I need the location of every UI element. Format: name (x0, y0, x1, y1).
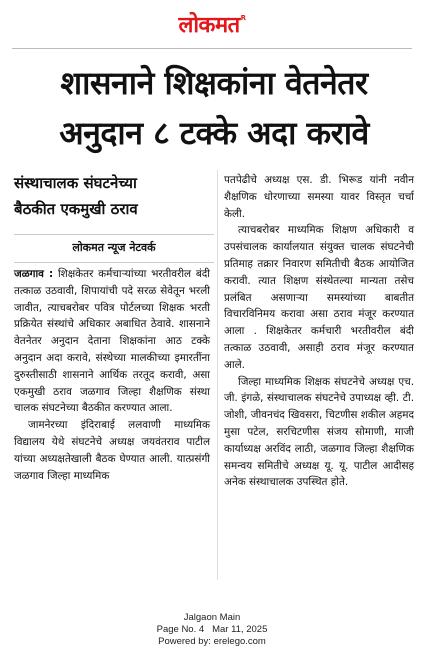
paragraph-1-text: शिक्षकेतर कर्मचाऱ्यांच्या भरतीवरील बंदी तत्काळ उठवावी, शिपायांची पदे सरळ सेवेतून भरली जावीत, त्याचबरोबर पवित्र पोर्टलच्या शिक्षक भरती प्रक्रियेत संस्थांचे अधिकार अबाधित ठेवावे. शासनाने वेतनेतर अनुदान देताना शिक्षकांना आठ टक्के अनुदान अदा करावे, संस्थेच्या मालकीच्या इमारतींना दुरुस्तीसाठी शासनाने आर्थिक तरतूद करावी, असा एकमुखी ठराव जळगाव जिल्हा शैक्षणिक संस्था चालक संघटनेच्या बैठकीत करण्यात आला. (14, 268, 210, 415)
newspaper-logo (178, 15, 245, 37)
subheadline (14, 170, 214, 222)
headline (14, 58, 414, 158)
powered-by-label: Powered by: erelego.com (158, 636, 266, 647)
edition-label: Jalgaon Main (183, 612, 241, 623)
masthead-divider (12, 48, 412, 49)
paragraph-5: जिल्हा माध्यमिक शिक्षक संघटनेचे अध्यक्ष एच. जी. इंगळे, संस्थाचालक संघटनेचे उपाध्यक्ष व्ही. टी. जोशी, जीवनचंद खिवसरा, चिटणीस शकील अहमद मुसा पटेल, सरचिटणीस संजय सोमाणी, माजी कार्याध्यक्ष अरविंद लाठी, जळगाव जिल्हा शैक्षणिक समन्वय समितीचे अध्यक्ष यू. यू. पाटील आदीसह अनेक संस्थाचालक उपस्थित होते. (224, 375, 414, 489)
paragraph-1 (14, 266, 210, 417)
trademark-mark: R (240, 14, 246, 22)
page-footer (0, 612, 424, 648)
paragraph-2: जामनेरच्या इंदिराबाई ललवाणी माध्यमिक विद्यालय येथे संघटनेचे अध्यक्ष जयवंतराव पाटील यांच्या अध्यक्षतेखाली बैठक घेण्यात आली. यात्प्रसंगी जळगाव जिल्हा माध्यमिक (14, 419, 210, 482)
article-column-right (224, 172, 414, 491)
subheadline-line-2: बैठकीत एकमुखी ठराव (14, 200, 138, 218)
column-divider (217, 170, 218, 580)
masthead (0, 6, 424, 46)
paragraph-3: पतपेढीचे अध्यक्ष एस. डी. भिरूड यांनी नवीन शैक्षणिक धोरणाच्या समस्या यावर विस्तृत चर्चा केली. (224, 174, 414, 220)
dateline: जळगाव : (14, 268, 54, 280)
paragraph-4: त्याचबरोबर माध्यमिक शिक्षण अधिकारी व उपसंचालक कार्यालयात संयुक्त चालक संघटनेची प्रतिमाह तक्रार निवारण समितीची बैठक आयोजित करावी. त्यात शिक्षण संस्थेतल्या मान्यता तसेच प्रलंबित असणाऱ्या समस्यांच्या बाबतीत विचारविनिमय करावा असा ठराव मंजूर करण्यात आला . शिक्षकेतर कर्मचारी भरतीवरील बंदी तत्काळ उठवावी, असाही ठराव मंजूर करण्यात आले. (224, 224, 414, 371)
headline-line-1: शासनाने शिक्षकांना वेतनेतर (60, 64, 368, 102)
headline-line-2: अनुदान ८ टक्के अदा करावे (59, 114, 369, 152)
subheadline-line-1: संस्थाचालक संघटनेच्या (14, 174, 137, 192)
byline-divider-top (14, 234, 214, 235)
byline-divider-bottom (14, 262, 214, 263)
article-column-left (14, 266, 210, 484)
byline: लोकमत न्यूज नेटवर्क (72, 241, 156, 254)
page-date-label: Page No. 4 Mar 11, 2025 (156, 624, 268, 635)
logo-text: लोकमत (178, 13, 240, 38)
